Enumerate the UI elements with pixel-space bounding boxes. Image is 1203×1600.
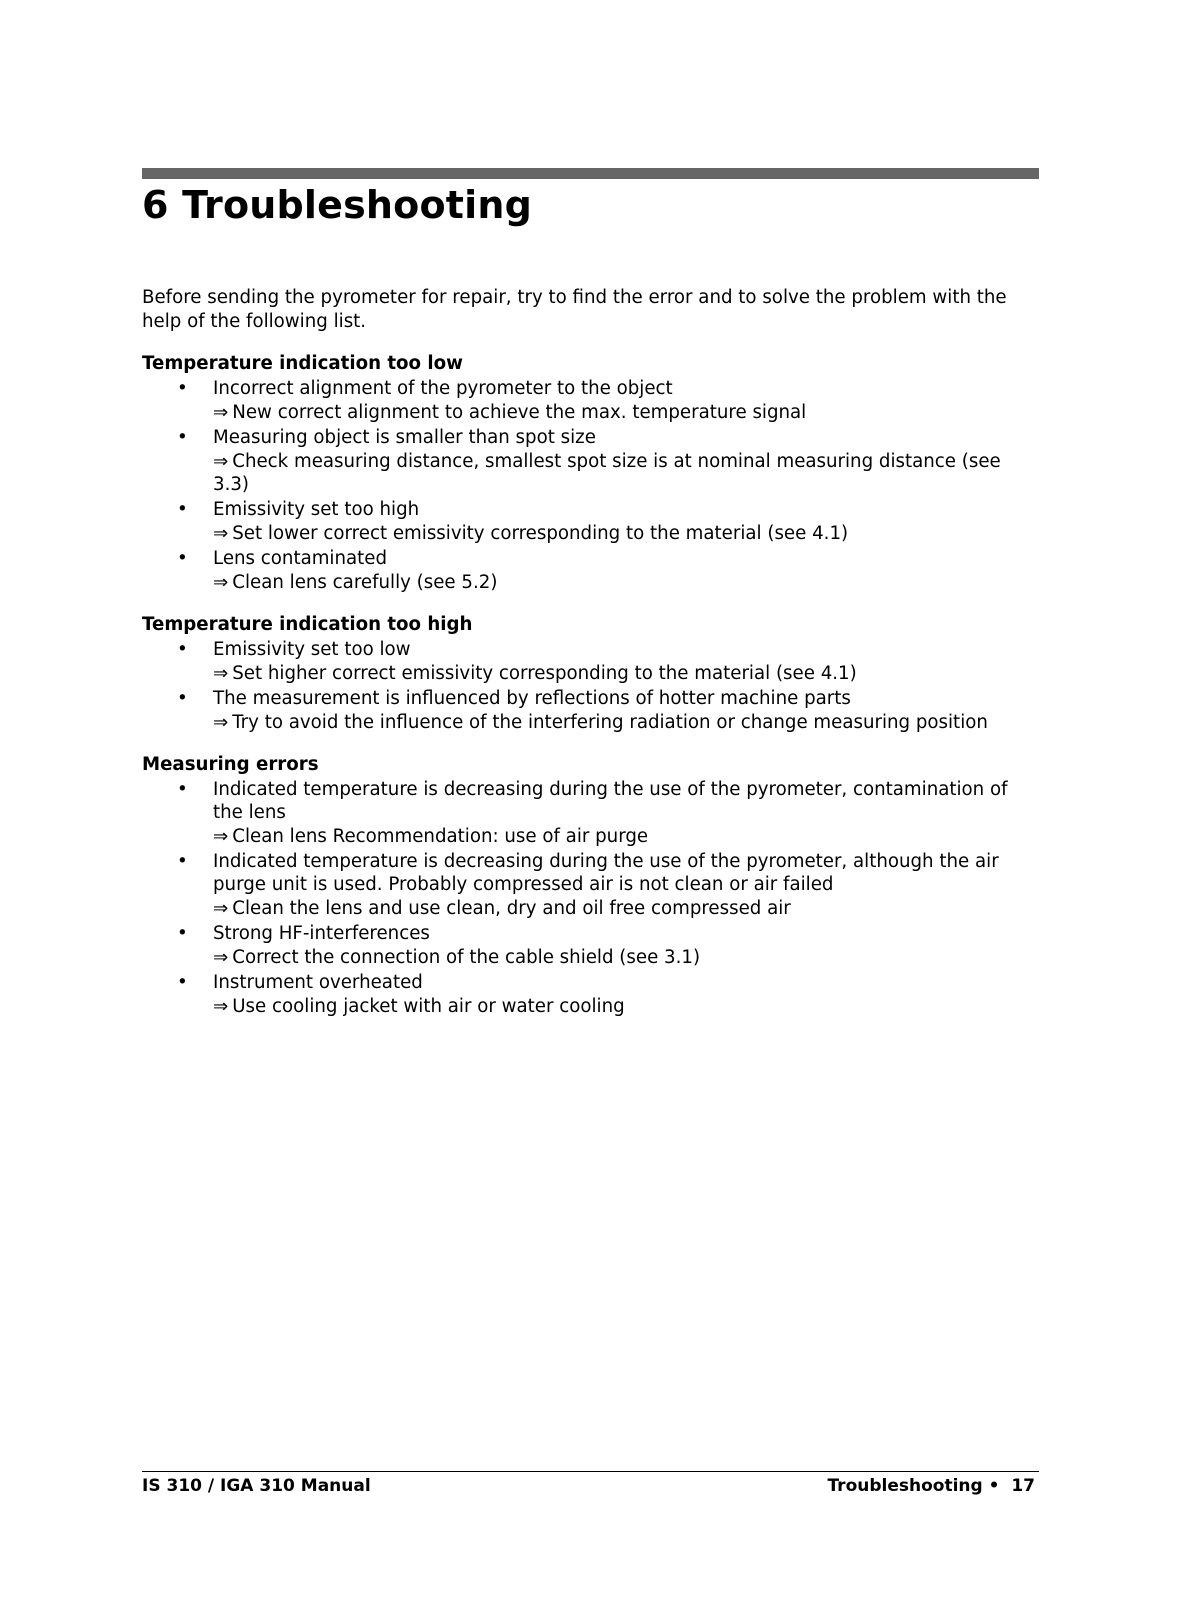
bullet-icon: • — [177, 851, 188, 872]
remedy-text: Set lower correct emissivity corresponding to the material (see 4.1) — [232, 523, 849, 544]
list-item — [142, 638, 1042, 685]
issue-text: Emissivity set too high — [213, 499, 420, 520]
implies-arrow-icon: ⇒ — [213, 996, 229, 1017]
remedy-text: Check measuring distance, smallest spot size is at nominal measuring distance (see 3.3) — [213, 451, 1001, 495]
issue-text: Instrument overheated — [213, 972, 423, 993]
bullet-icon: • — [177, 548, 188, 569]
list-item — [142, 850, 1042, 920]
remedy-text: Clean lens carefully (see 5.2) — [232, 572, 498, 593]
list-item — [142, 971, 1042, 1018]
list-item — [142, 498, 1042, 545]
footer-manual-title: IS 310 / IGA 310 Manual — [142, 1476, 371, 1496]
issue-text: Indicated temperature is decreasing during the use of the pyrometer, contamination of the lens — [213, 779, 1008, 823]
implies-arrow-icon: ⇒ — [213, 712, 229, 733]
bullet-icon: • — [177, 427, 188, 448]
footer-rule — [142, 1471, 1039, 1472]
remedy-text: New correct alignment to achieve the max. temperature signal — [232, 402, 807, 423]
issue-text: Emissivity set too low — [213, 639, 411, 660]
issue-text: Incorrect alignment of the pyrometer to the object — [213, 378, 673, 399]
section-temp-too-high — [142, 613, 1042, 734]
issue-text: Strong HF-interferences — [213, 923, 430, 944]
list-item — [142, 426, 1042, 496]
implies-arrow-icon: ⇒ — [213, 947, 229, 968]
remedy-text: Set higher correct emissivity corresponding to the material (see 4.1) — [232, 663, 857, 684]
remedy-line — [213, 450, 1042, 496]
bullet-icon: • — [177, 688, 188, 709]
list-item — [142, 377, 1042, 424]
bullet-icon: • — [177, 499, 188, 520]
implies-arrow-icon: ⇒ — [213, 826, 229, 847]
section-heading: Temperature indication too low — [142, 353, 463, 374]
remedy-line — [213, 897, 1042, 920]
section-heading: Temperature indication too high — [142, 614, 473, 635]
remedy-text: Correct the connection of the cable shield (see 3.1) — [232, 947, 701, 968]
list-item — [142, 547, 1042, 594]
issue-list — [142, 377, 1042, 594]
page-content — [142, 286, 1042, 1020]
issue-list — [142, 778, 1042, 1018]
implies-arrow-icon: ⇒ — [213, 572, 229, 593]
remedy-line — [213, 662, 1042, 685]
implies-arrow-icon: ⇒ — [213, 402, 229, 423]
issue-text: The measurement is influenced by reflections of hotter machine parts — [213, 688, 851, 709]
footer-page-info — [827, 1475, 1035, 1497]
list-item — [142, 687, 1042, 734]
section-heading: Measuring errors — [142, 754, 319, 775]
remedy-text: Clean lens Recommendation: use of air purge — [232, 826, 649, 847]
section-measuring-errors — [142, 753, 1042, 1018]
remedy-text: Use cooling jacket with air or water cooling — [232, 996, 625, 1017]
bullet-icon: • — [177, 639, 188, 660]
remedy-line — [213, 825, 1042, 848]
implies-arrow-icon: ⇒ — [213, 523, 229, 544]
bullet-icon: • — [177, 378, 188, 399]
footer-section-name: Troubleshooting — [827, 1476, 983, 1496]
implies-arrow-icon: ⇒ — [213, 898, 229, 919]
issue-list — [142, 638, 1042, 734]
implies-arrow-icon: ⇒ — [213, 451, 229, 472]
bullet-icon: • — [177, 779, 188, 800]
chapter-title: 6 Troubleshooting — [142, 183, 533, 227]
remedy-line — [213, 571, 1042, 594]
remedy-line — [213, 946, 1042, 969]
list-item — [142, 778, 1042, 848]
section-temp-too-low — [142, 352, 1042, 594]
issue-text: Measuring object is smaller than spot size — [213, 427, 596, 448]
remedy-line — [213, 995, 1042, 1018]
issue-text: Lens contaminated — [213, 548, 388, 569]
remedy-line — [213, 711, 1042, 734]
chapter-rule — [142, 168, 1039, 179]
remedy-text: Try to avoid the influence of the interfering radiation or change measuring position — [232, 712, 988, 733]
remedy-text: Clean the lens and use clean, dry and oil free compressed air — [232, 898, 791, 919]
remedy-line — [213, 522, 1042, 545]
page-number: 17 — [1011, 1476, 1035, 1496]
intro-paragraph: Before sending the pyrometer for repair, try to find the error and to solve the problem with the help of the following list. — [142, 287, 1007, 332]
list-item — [142, 922, 1042, 969]
bullet-icon: • — [177, 972, 188, 993]
footer-separator-icon: • — [988, 1476, 1000, 1496]
implies-arrow-icon: ⇒ — [213, 663, 229, 684]
issue-text: Indicated temperature is decreasing during the use of the pyrometer, although the air purge unit is used. Probably compressed air is not clean or air failed — [213, 851, 999, 895]
remedy-line — [213, 401, 1042, 424]
bullet-icon: • — [177, 923, 188, 944]
